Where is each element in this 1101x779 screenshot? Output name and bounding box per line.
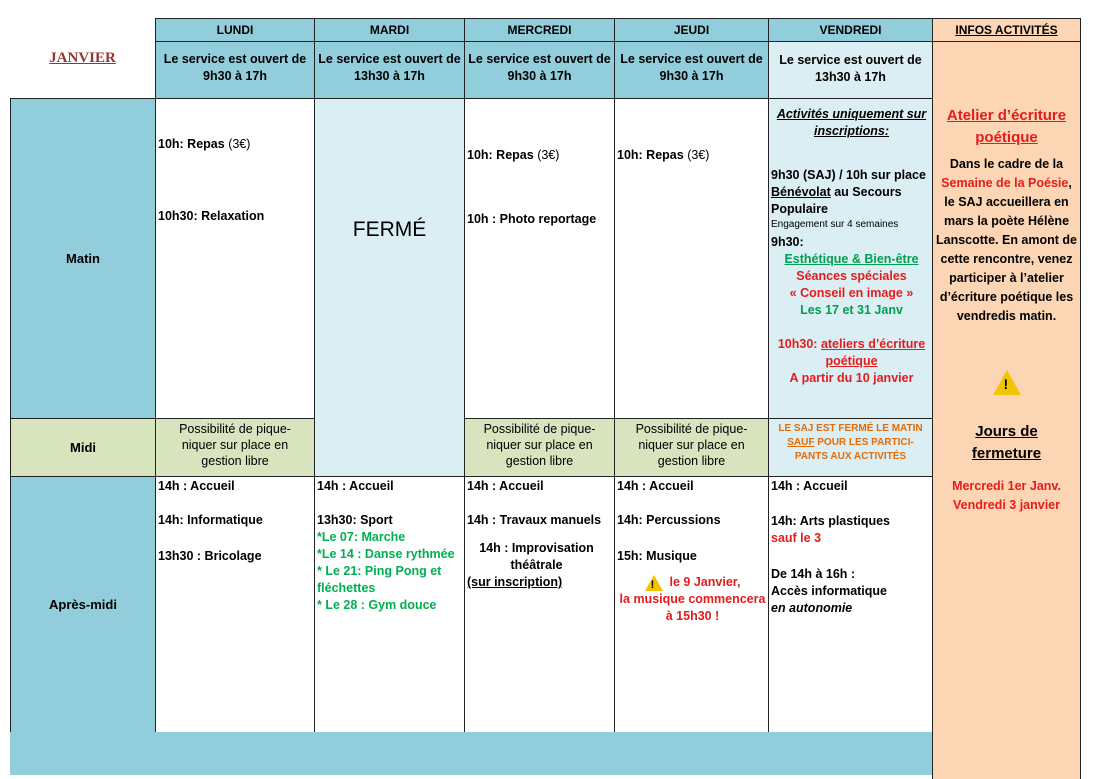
apres-lundi-brico: 13h30 : Bricolage	[158, 549, 262, 563]
open-jeudi: Le service est ouvert de 9h30 à 17h	[614, 41, 768, 98]
atelier-title: ateliers d’écriture poétique	[820, 337, 926, 368]
open-vendredi: Le service est ouvert de 13h30 à 17h	[768, 41, 932, 98]
midi-lundi: Possibilité de pique-niquer sur place en gestion libre	[155, 418, 314, 476]
row-label-matin: Matin	[10, 98, 155, 418]
vendredi-atelier-start: A partir du 10 janvier	[789, 371, 914, 385]
apres-lundi	[155, 476, 314, 732]
header-lundi: LUNDI	[155, 18, 314, 41]
apres-vendredi	[768, 476, 932, 732]
accueil: 14h : Accueil	[467, 479, 544, 493]
matin-jeudi-repas	[617, 147, 768, 164]
apres-jeudi	[614, 476, 768, 732]
apres-mercredi-inscription: (sur inscription)	[467, 575, 563, 589]
midi-mercredi: Possibilité de pique-niquer sur place en gestion libre	[464, 418, 614, 476]
header-infos	[932, 18, 1081, 41]
apres-mercredi-travaux: 14h : Travaux manuels	[467, 513, 602, 527]
repas-price: (3€)	[228, 137, 251, 151]
apres-lundi-info: 14h: Informatique	[158, 513, 263, 527]
matin-jeudi	[614, 98, 768, 418]
repas-label: 10h: Repas	[158, 137, 225, 151]
repas-price: (3€)	[687, 148, 710, 162]
mardi-item: * Le 21: Ping Pong et fléchettes	[317, 564, 442, 595]
infos-atelier-title: Atelier d’écriture poétique	[946, 107, 1067, 146]
midi-vendredi-sauf: SAUF	[787, 437, 815, 448]
vendredi-esth-title: Esthétique & Bien-être	[784, 252, 919, 266]
footer-bar	[10, 732, 932, 775]
matin-mercredi-repas	[467, 147, 614, 164]
accueil: 14h : Accueil	[617, 479, 694, 493]
vendredi-esth-dates: Les 17 et 31 Janv	[800, 303, 903, 317]
apres-jeudi-percu: 14h: Percussions	[617, 513, 721, 527]
header-vendredi: VENDREDI	[768, 18, 932, 41]
apres-vendredi-sauf: sauf le 3	[771, 531, 822, 545]
vendredi-esth-time: 9h30:	[771, 235, 804, 249]
matin-vendredi	[768, 98, 932, 418]
warn-1: le 9 Janvier,	[669, 575, 741, 589]
open-lundi: Le service est ouvert de 9h30 à 17h	[155, 41, 314, 98]
warning-icon: !	[645, 575, 663, 591]
closed-label: FERMÉ	[352, 218, 427, 241]
apres-vendredi-arts: 14h: Arts plastiques	[771, 514, 891, 528]
header-jeudi: JEUDI	[614, 18, 768, 41]
midi-vendredi-b: POUR LES PARTICI-PANTS AUX ACTIVITÉS	[794, 437, 914, 462]
midi-vendredi-a: LE SAJ EST FERMÉ LE MATIN	[778, 423, 923, 434]
mardi-item: * Le 28 : Gym douce	[317, 598, 437, 612]
vendredi-benevolat-time: 9h30 (SAJ) / 10h sur place	[771, 168, 926, 182]
open-mardi: Le service est ouvert de 13h30 à 17h	[314, 41, 464, 98]
vendredi-benevolat	[771, 184, 932, 218]
infos-text-a: Dans le cadre de la	[949, 157, 1064, 171]
apres-mardi-sport: 13h30: Sport	[317, 513, 393, 527]
vendredi-esth-special: Séances spéciales	[796, 269, 907, 283]
accueil: 14h : Accueil	[158, 479, 235, 493]
row-label-apres-midi: Après-midi	[10, 476, 155, 732]
infos-title: INFOS ACTIVITÉS	[955, 23, 1058, 37]
apres-mardi	[314, 476, 464, 732]
apres-mercredi-impro: 14h : Improvisation théâtrale	[479, 541, 594, 572]
infos-fermeture-2: Vendredi 3 janvier	[953, 498, 1060, 512]
benevolat-word: Bénévolat	[771, 185, 831, 199]
infos-fermeture-1: Mercredi 1er Janv.	[952, 479, 1061, 493]
infos-panel	[932, 41, 1081, 779]
infos-text-red: Semaine de la Poésie	[941, 176, 1069, 190]
vendredi-engagement: Engagement sur 4 semaines	[771, 219, 899, 230]
month-title: JANVIER	[49, 49, 116, 66]
warning-icon: !	[933, 370, 1080, 395]
benevolat-rest: au Secours Populaire	[771, 185, 902, 216]
apres-mercredi	[464, 476, 614, 732]
repas-label: 10h: Repas	[617, 148, 684, 162]
matin-lundi-relax: 10h30: Relaxation	[158, 209, 265, 223]
accueil: 14h : Accueil	[317, 479, 394, 493]
matin-lundi	[155, 98, 314, 418]
midi-vendredi	[768, 418, 932, 476]
warn-2: la musique commencera à 15h30 !	[619, 592, 766, 623]
apres-vendredi-acces-time: De 14h à 16h :	[771, 567, 856, 581]
vendredi-atelier	[771, 336, 932, 370]
mardi-item: *Le 14 : Danse rythmée	[317, 547, 455, 561]
matin-lundi-repas	[158, 136, 314, 153]
apres-jeudi-musique: 15h: Musique	[617, 549, 697, 563]
repas-price: (3€)	[537, 148, 560, 162]
header-mercredi: MERCREDI	[464, 18, 614, 41]
repas-label: 10h: Repas	[467, 148, 534, 162]
vendredi-esth-conseil: « Conseil en image »	[789, 286, 914, 300]
month-cell	[10, 18, 155, 98]
open-mercredi: Le service est ouvert de 9h30 à 17h	[464, 41, 614, 98]
matin-mercredi-photo: 10h : Photo reportage	[467, 212, 597, 226]
infos-text-b: , le SAJ accueillera en mars la poète Hélène Lanscotte. En amont de cette rencontre, venez participer à l’atelier d’écriture poétique les vendredis matin.	[936, 176, 1077, 323]
atelier-time: 10h30:	[777, 337, 821, 351]
matin-mercredi	[464, 98, 614, 418]
apres-jeudi-warning	[617, 574, 768, 591]
mardi-item: *Le 07: Marche	[317, 530, 406, 544]
infos-fermeture-title: Jours de fermeture	[971, 423, 1042, 462]
infos-atelier-text	[933, 155, 1080, 326]
header-mardi: MARDI	[314, 18, 464, 41]
vendredi-intro: Activités uniquement sur inscriptions:	[776, 107, 927, 138]
matin-mardi-closed	[314, 98, 464, 476]
row-label-midi: Midi	[10, 418, 155, 476]
midi-jeudi: Possibilité de pique-niquer sur place en gestion libre	[614, 418, 768, 476]
accueil: 14h : Accueil	[771, 479, 848, 493]
apres-vendredi-auto: en autonomie	[771, 601, 853, 615]
apres-vendredi-acces: Accès informatique	[771, 584, 888, 598]
